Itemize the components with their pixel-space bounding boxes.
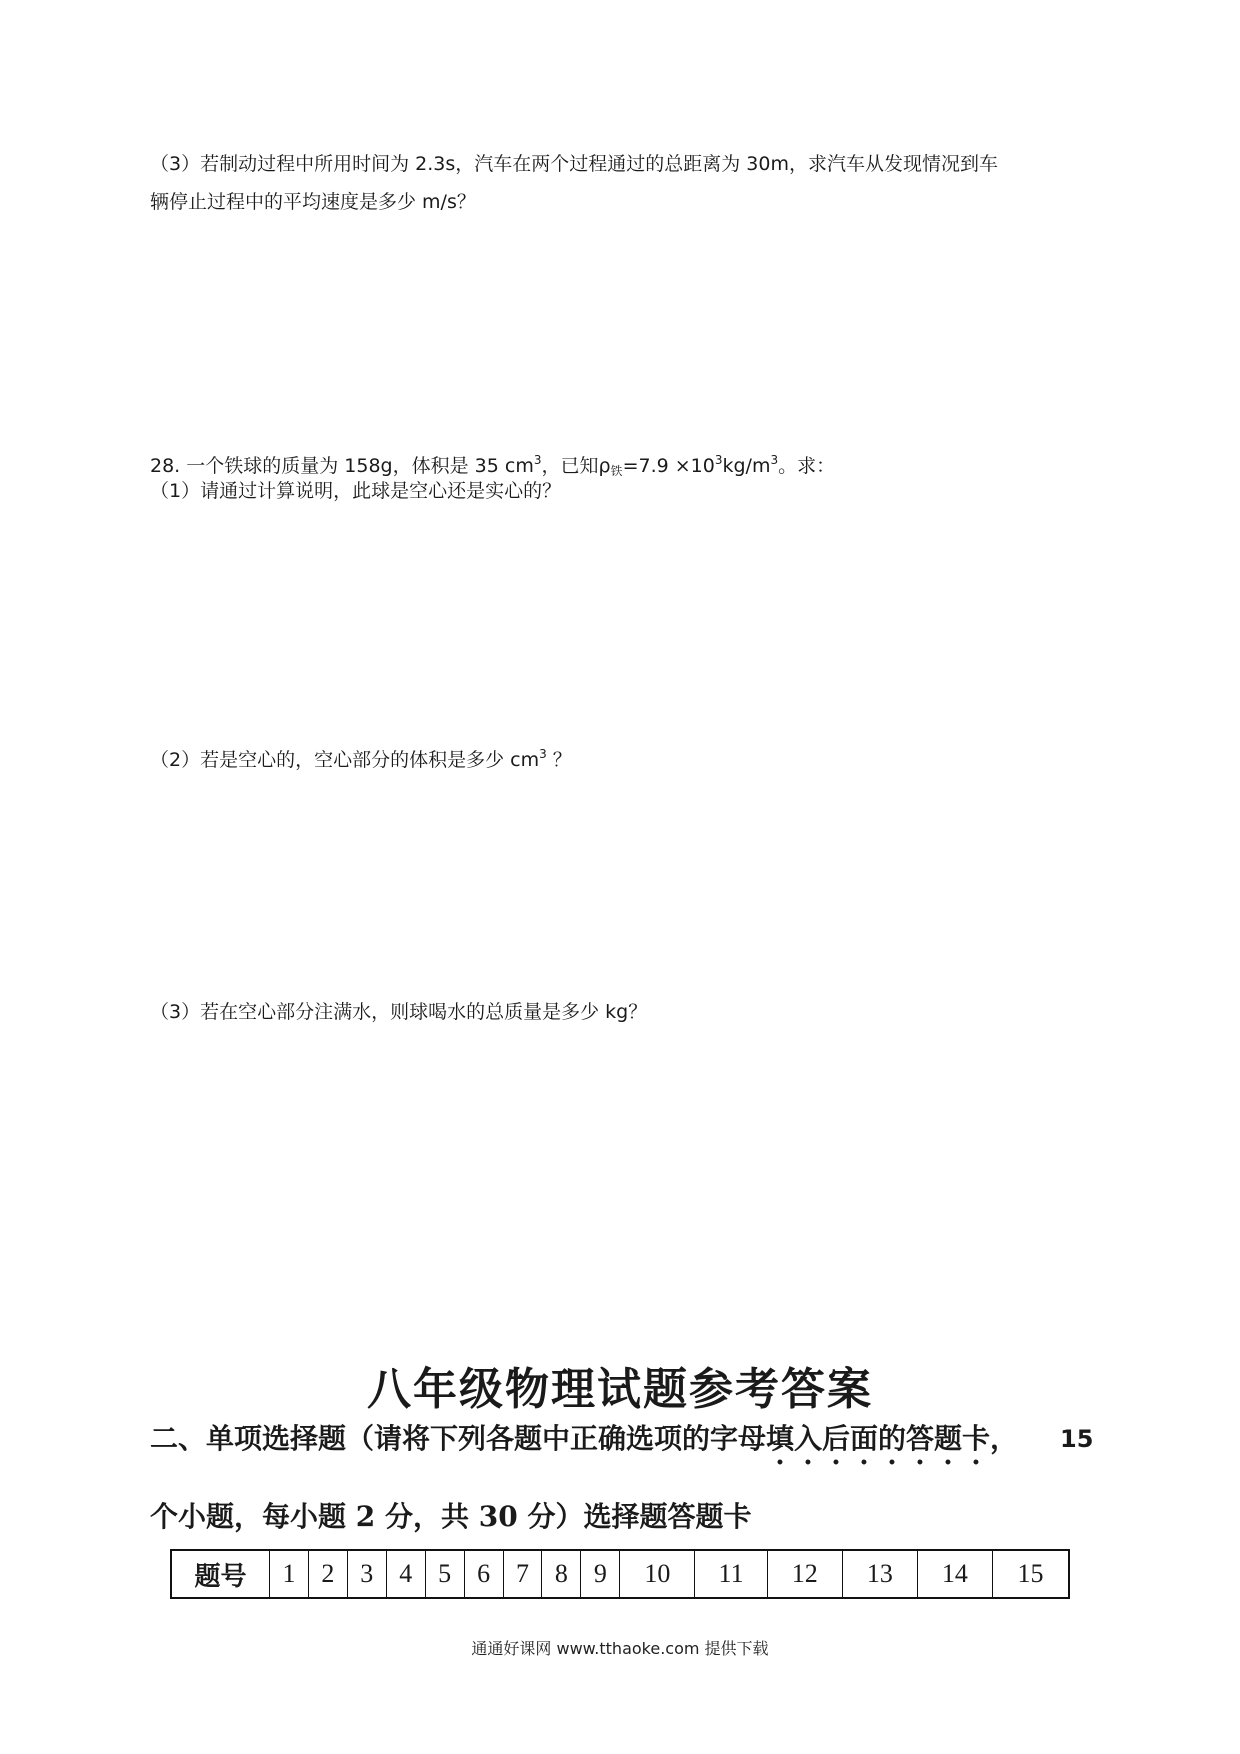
question-28-part2	[150, 741, 572, 773]
question-27-part3-line1: （3）若制动过程中所用时间为 2.3s，汽车在两个过程通过的总距离为 30m，求汽车从发现情况到车	[150, 153, 998, 175]
section-heading-line2: 个小题，每小题 2 分，共 30 分）选择题答题卡	[150, 1500, 752, 1533]
q28-part2-text-b: ？	[546, 749, 572, 771]
answer-card-cell: 1	[270, 1550, 309, 1598]
q28-stem-text-c: =7.9 ×10	[622, 455, 715, 477]
page-footer: 通通好课网 www.tthaoke.com 提供下载	[471, 1639, 769, 1658]
answer-card-header: 题号	[171, 1550, 270, 1598]
q28-stem-text-d: kg/m	[722, 455, 771, 477]
answer-card-cell: 2	[308, 1550, 347, 1598]
section-heading-dotted: 填入后面的答题卡	[766, 1422, 991, 1455]
answer-card-cell: 4	[386, 1550, 425, 1598]
q28-stem-text-b: ，已知ρ	[541, 455, 611, 477]
section-heading-count: 15	[1060, 1425, 1094, 1453]
q28-stem-text-a: 28. 一个铁球的质量为 158g，体积是 35 cm	[150, 455, 534, 477]
answer-card-cell: 3	[347, 1550, 386, 1598]
q28-stem-sup3: 3	[770, 453, 779, 467]
q28-stem-sup2: 3	[714, 453, 723, 467]
section-heading-text-a: 二、单项选择题（请将下列各题中正确选项的字母	[150, 1422, 767, 1455]
section-heading-text-b: ，	[990, 1422, 1019, 1455]
answer-title: 八年级物理试题参考答案	[367, 1364, 873, 1415]
answer-card-cell: 8	[542, 1550, 581, 1598]
q28-stem-text-e: 。求：	[778, 455, 836, 477]
q28-part2-sup: 3	[539, 747, 547, 761]
answer-card-cell: 15	[992, 1550, 1069, 1598]
answer-card-cell: 10	[620, 1550, 695, 1598]
q28-part2-text-a: （2）若是空心的，空心部分的体积是多少 cm	[150, 749, 540, 771]
answer-card-cell: 6	[464, 1550, 503, 1598]
q28-stem-sup: 3	[533, 453, 542, 467]
answer-card-cell: 13	[842, 1550, 917, 1598]
answer-card-cell: 12	[767, 1550, 842, 1598]
answer-card-cell: 5	[425, 1550, 464, 1598]
answer-card-cell: 7	[503, 1550, 542, 1598]
answer-card-cell: 14	[917, 1550, 992, 1598]
question-28-part3: （3）若在空心部分注满水，则球喝水的总质量是多少 kg？	[150, 1001, 648, 1023]
answer-card-cell: 11	[695, 1550, 767, 1598]
question-28-part1: （1）请通过计算说明，此球是空心还是实心的？	[150, 480, 562, 502]
question-27-part3-line2: 辆停止过程中的平均速度是多少 m/s？	[150, 191, 476, 213]
answer-card-row	[171, 1550, 1069, 1598]
answer-card-cell: 9	[581, 1550, 620, 1598]
answer-card-table	[170, 1549, 1070, 1599]
q28-stem-sub: 铁	[610, 464, 623, 478]
section-heading-line1	[150, 1419, 1018, 1471]
